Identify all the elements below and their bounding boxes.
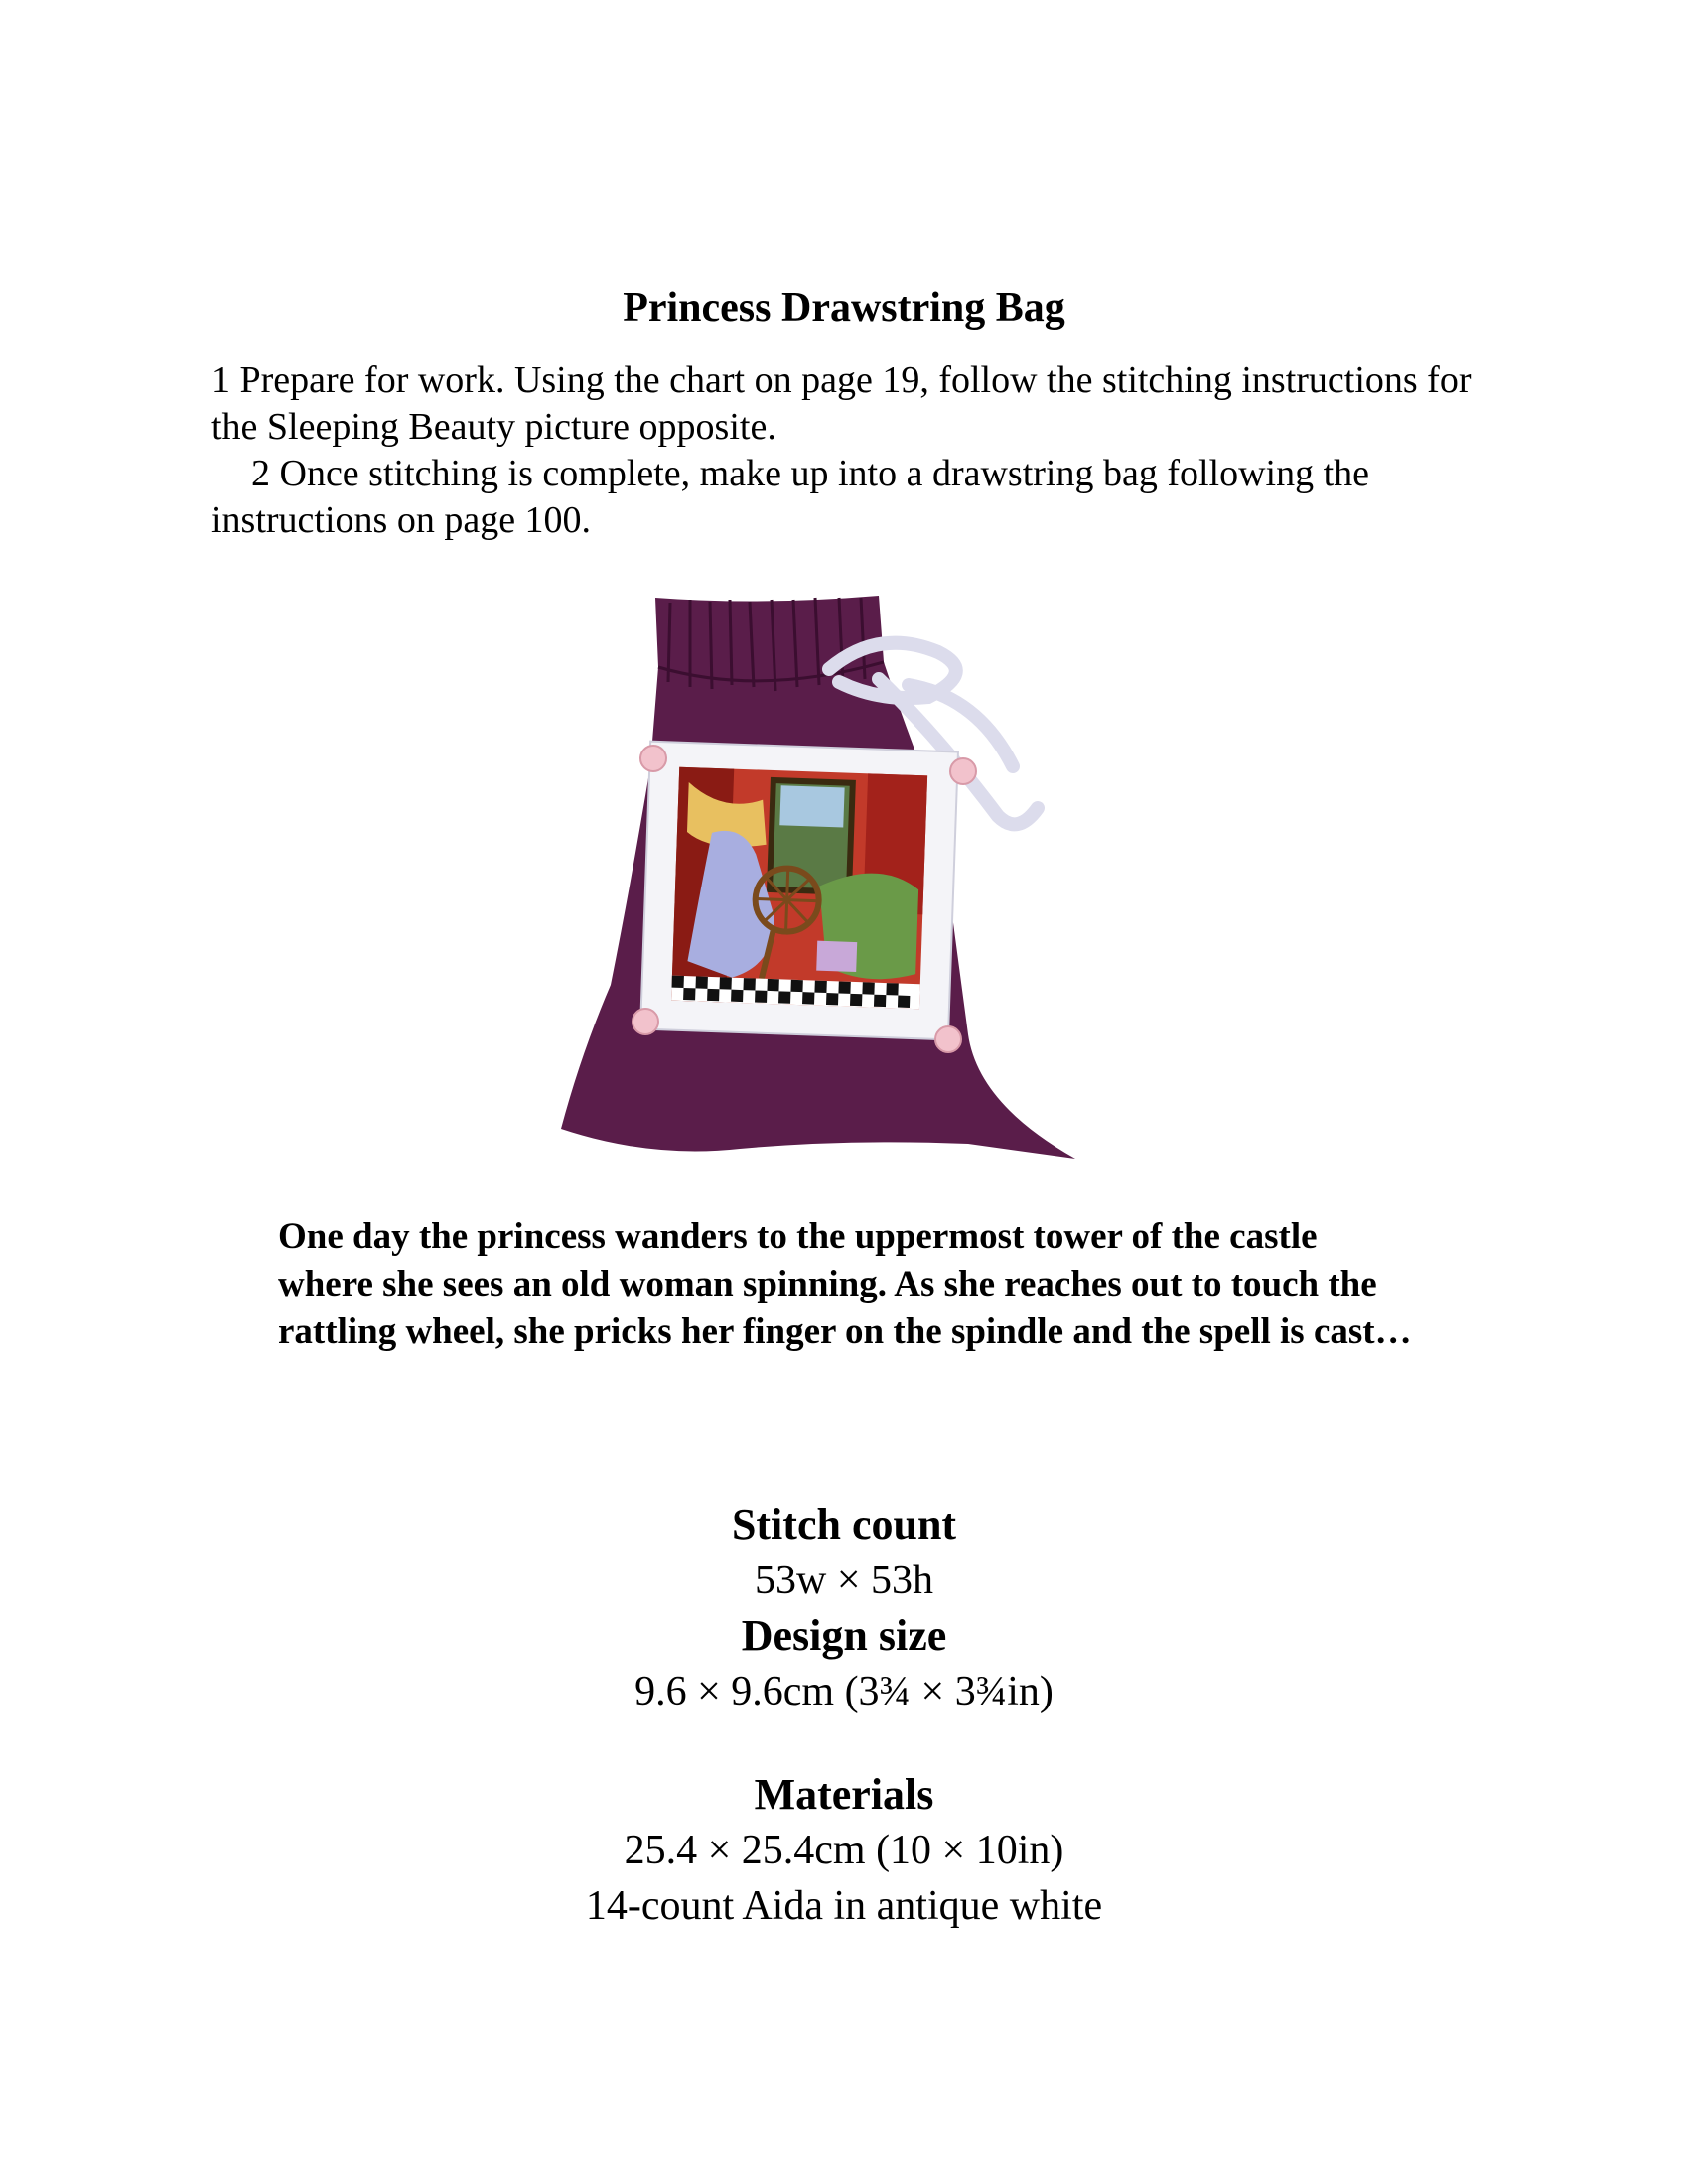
materials-heading: Materials (754, 1770, 934, 1819)
story-text: One day the princess wanders to the uppermost tower of the castle where she sees an old woman spinning. As she reaches out to touch the rattling wheel, she pricks her finger on the spindle and the spell is cast… (278, 1216, 1412, 1352)
drawstring-bag-photo (551, 588, 1137, 1163)
materials-fabric-size: 25.4 × 25.4cm (10 × 10in) (624, 1828, 1064, 1873)
drawstring-bag-illustration (551, 588, 1137, 1163)
design-size-value: 9.6 × 9.6cm (3¾ × 3¾in) (634, 1669, 1054, 1714)
stitch-count-heading: Stitch count (731, 1500, 957, 1549)
instruction-step-1: 1 Prepare for work. Using the chart on page 19, follow the stitching instructions for the Sleeping Beauty picture opposite. (211, 359, 1472, 448)
design-size-heading: Design size (741, 1611, 947, 1660)
materials-fabric-type: 14-count Aida in antique white (585, 1883, 1103, 1929)
stitch-count-value: 53w × 53h (754, 1558, 934, 1603)
instructions (211, 357, 1492, 544)
stitch-count-section (0, 1497, 1688, 1934)
instruction-step-2: 2 Once stitching is complete, make up into a drawstring bag following the instructions on page 100. (211, 453, 1370, 541)
page-title: Princess Drawstring Bag (623, 285, 1065, 331)
cross-stitch-picture (671, 767, 927, 1010)
